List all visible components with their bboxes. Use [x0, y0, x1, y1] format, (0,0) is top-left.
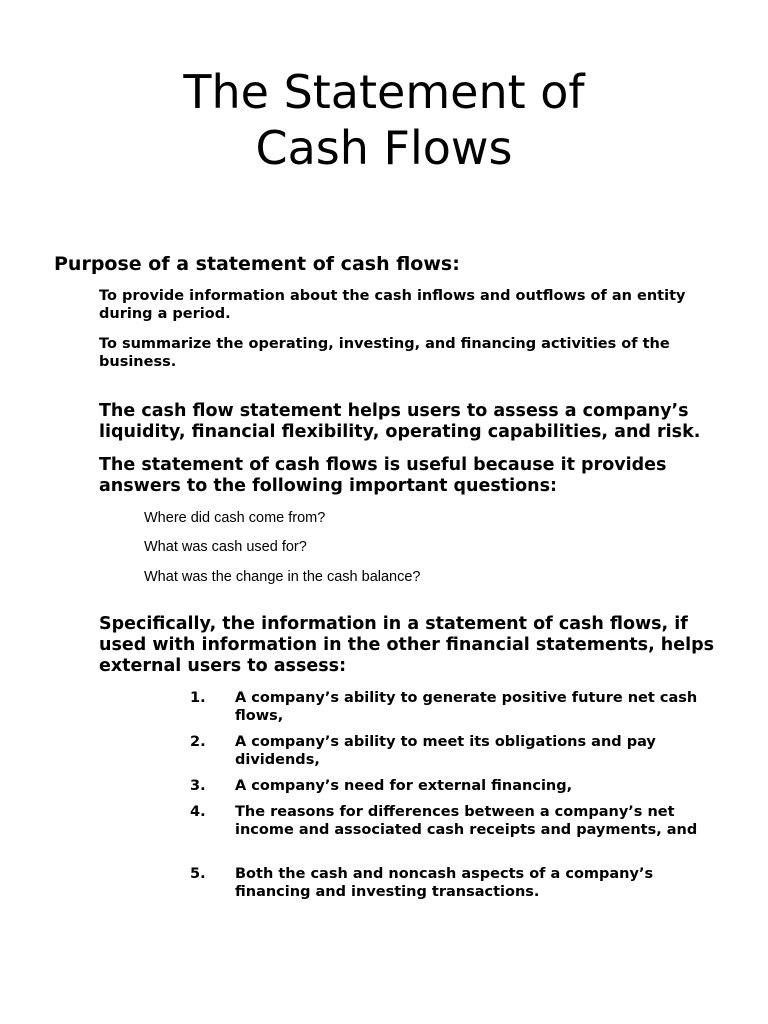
question-cash-change: What was the change in the cash balance? [144, 569, 421, 585]
purpose-heading: Purpose of a statement of cash flows: [54, 253, 460, 275]
list-item [190, 733, 710, 769]
list-item [190, 777, 710, 795]
statement-useful-questions: The statement of cash flows is useful because it provides answers to the following important questions: [99, 455, 667, 496]
list-item-number: 4. [190, 804, 206, 820]
list-item-number: 5. [190, 866, 206, 882]
purpose-item-information: To provide information about the cash inflows and outflows of an entity during a period. [99, 288, 686, 322]
list-item-text: A company’s ability to generate positive future net cash flows, [235, 690, 698, 724]
list-item-text: The reasons for differences between a company’s net income and associated cash receipts and payments, and [235, 804, 698, 838]
list-item [190, 689, 710, 725]
list-item-number: 3. [190, 778, 206, 794]
list-item [190, 803, 710, 839]
question-cash-use: What was cash used for? [144, 539, 307, 555]
list-item-text: A company’s need for external financing, [235, 778, 573, 794]
list-item-text: A company’s ability to meet its obligations and pay dividends, [235, 734, 656, 768]
page-title [0, 64, 768, 176]
list-item-number: 1. [190, 690, 206, 706]
list-item-number: 2. [190, 734, 206, 750]
title-line-1: The Statement of [183, 65, 585, 119]
purpose-item-summarize: To summarize the operating, investing, and financing activities of the business. [99, 336, 670, 370]
statement-assess-liquidity: The cash flow statement helps users to assess a company’s liquidity, financial flexibility, operating capabilities, and risk. [99, 401, 701, 442]
list-item [190, 865, 710, 901]
question-cash-source: Where did cash come from? [144, 510, 326, 526]
list-item-text: Both the cash and noncash aspects of a company’s financing and investing transactions. [235, 866, 654, 900]
statement-specifically: Specifically, the information in a statement of cash flows, if used with information in the other financial statements, helps external users to assess: [99, 614, 715, 676]
title-line-2: Cash Flows [255, 121, 513, 175]
